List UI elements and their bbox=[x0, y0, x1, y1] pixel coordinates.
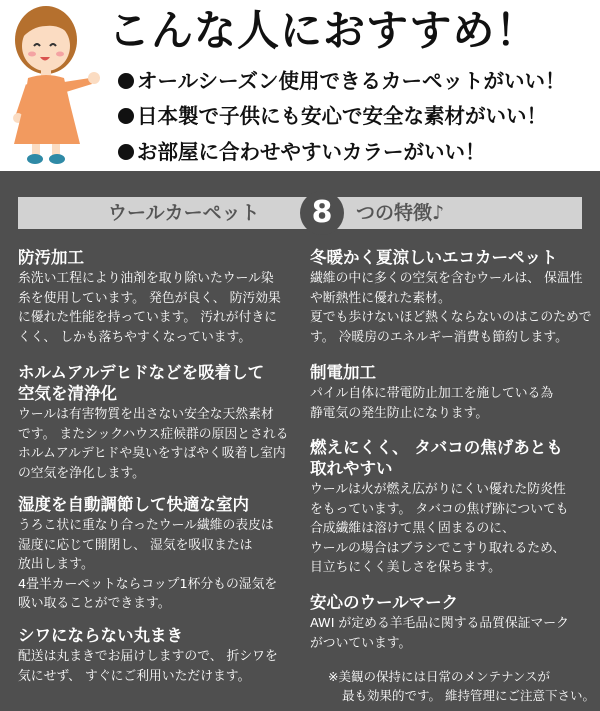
feature-eco-carpet bbox=[310, 247, 592, 347]
feature-title: 冬暖かく夏涼しいエコカーペット bbox=[310, 248, 558, 267]
feature-title: 防汚加工 bbox=[18, 248, 84, 267]
feature-title: シワにならない丸まき bbox=[18, 626, 183, 645]
girl-illustration bbox=[6, 2, 102, 167]
feature-body: ウールは有害物質を出さない安全な天然素材 です。 またシックハウス症候群の原因とされる ホルムアルデヒドや臭いをすばやく吸着し室内 の空気を浄化します。 bbox=[18, 407, 289, 481]
maintenance-note: ※美観の保持には日常のメンテナンスが 最も効果的です。 維持管理にご注意下さい。 bbox=[328, 669, 595, 703]
recommendation-section bbox=[0, 0, 600, 171]
banner-number-badge: 8 bbox=[300, 191, 344, 235]
feature-body: 配送は丸まきでお届けしますので、 折シワを 気にせず、 すぐにご利用いただけます。 bbox=[18, 649, 278, 684]
feature-humidity-control bbox=[18, 494, 277, 614]
headline: こんな人におすすめ！ bbox=[108, 6, 539, 55]
bullet-icon bbox=[118, 73, 134, 89]
feature-body: 糸洗い工程により油剤を取り除いたウール染 糸を使用しています。 発色が良く、 防汚効果 に優れた性能を持っています。 汚れが付きに くく、 しかも落ちやすくなっています。 bbox=[18, 271, 281, 345]
feature-title: 湿度を自動調節して快適な室内 bbox=[18, 495, 249, 514]
recommendation-item: お部屋に合わせやすいカラーがいい！ bbox=[118, 139, 486, 165]
bullet-icon bbox=[118, 108, 134, 124]
recommendation-item: 日本製で子供にも安心で安全な素材がいい！ bbox=[118, 103, 547, 129]
feature-title: ホルムアルデヒドなどを吸着して 空気を清浄化 bbox=[18, 363, 265, 403]
feature-body: パイル自体に帯電防止加工を施している為 静電気の発生防止になります。 bbox=[310, 386, 554, 421]
feature-body: うろこ状に重なり合ったウール繊維の表皮は 湿度に応じて開閉し、 湿気を吸収または 放出します。 4畳半カーペットならコップ1杯分もの湿気を 吸い取ることができます。 bbox=[18, 518, 278, 611]
feature-body: 繊維の中に多くの空気を含むウールは、 保温性 や断熱性に優れた素材。 夏でも歩けないほど熱くならないのはこのためで す。 冷暖房のエネルギー消費も節約します。 bbox=[310, 271, 592, 345]
banner-text-right: つの特徴♪ bbox=[356, 202, 445, 224]
bullet-icon bbox=[118, 144, 134, 160]
feature-title: 安心のウールマーク bbox=[310, 593, 459, 612]
feature-flame-resistant bbox=[310, 437, 569, 578]
feature-title: 制電加工 bbox=[310, 363, 376, 382]
feature-wool-mark bbox=[310, 592, 569, 653]
feature-no-wrinkles bbox=[18, 625, 278, 686]
feature-air-purifying bbox=[18, 362, 288, 483]
feature-title: 燃えにくく、 タバコの焦げあとも 取れやすい bbox=[310, 438, 563, 478]
recommendation-item: オールシーズン使用できるカーペットがいい！ bbox=[118, 68, 566, 94]
banner-text-left: ウールカーペット bbox=[108, 202, 260, 224]
feature-body: ウールは火が燃え広がりにくい優れた防炎性 をもっています。 タバコの焦げ跡についても 合成繊維は溶けて黒く固まるのに、 ウールの場合はブラシでこすり取れるため、 目立ちにくく美しさを保ちます。 bbox=[310, 482, 569, 575]
feature-body: AWI が定める羊毛品に関する品質保証マーク がついています。 bbox=[310, 616, 569, 651]
features-banner bbox=[18, 197, 582, 229]
feature-antistatic bbox=[310, 362, 553, 423]
feature-stain-resistant bbox=[18, 247, 281, 347]
